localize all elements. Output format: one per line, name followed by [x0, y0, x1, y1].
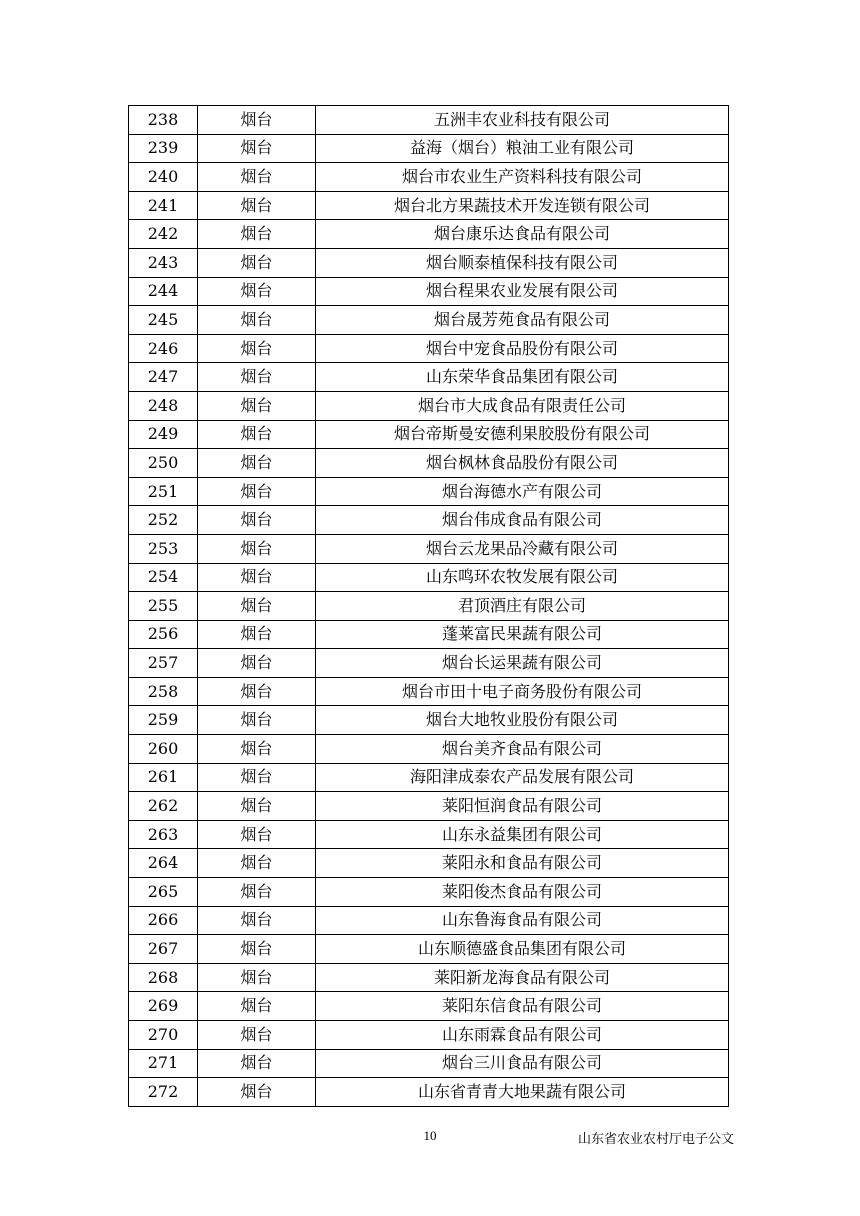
company-name-cell: 蓬莱富民果蔬有限公司 [316, 620, 729, 649]
row-number-cell: 263 [129, 820, 198, 849]
company-name-cell: 烟台美齐食品有限公司 [316, 735, 729, 764]
city-cell: 烟台 [198, 620, 316, 649]
city-cell: 烟台 [198, 706, 316, 735]
company-name-cell: 烟台程果农业发展有限公司 [316, 277, 729, 306]
company-name-cell: 烟台枫林食品股份有限公司 [316, 449, 729, 478]
row-number-cell: 262 [129, 792, 198, 821]
page-number: 10 [423, 1128, 437, 1143]
city-cell: 烟台 [198, 306, 316, 335]
city-cell: 烟台 [198, 391, 316, 420]
city-cell: 烟台 [198, 992, 316, 1021]
city-cell: 烟台 [198, 506, 316, 535]
row-number-cell: 260 [129, 735, 198, 764]
table-row [129, 363, 729, 392]
company-name-cell: 烟台市农业生产资料科技有限公司 [316, 163, 729, 192]
city-cell: 烟台 [198, 163, 316, 192]
row-number-cell: 266 [129, 906, 198, 935]
table-row [129, 649, 729, 678]
row-number-cell: 246 [129, 334, 198, 363]
row-number-cell: 241 [129, 191, 198, 220]
company-name-cell: 山东雨霖食品有限公司 [316, 1021, 729, 1050]
table-row [129, 735, 729, 764]
row-number-cell: 249 [129, 420, 198, 449]
table-row [129, 620, 729, 649]
row-number-cell: 267 [129, 935, 198, 964]
row-number-cell: 247 [129, 363, 198, 392]
city-cell: 烟台 [198, 1021, 316, 1050]
row-number-cell: 239 [129, 134, 198, 163]
table-row [129, 106, 729, 135]
city-cell: 烟台 [198, 735, 316, 764]
city-cell: 烟台 [198, 849, 316, 878]
city-cell: 烟台 [198, 592, 316, 621]
table-row [129, 563, 729, 592]
table-row [129, 1049, 729, 1078]
table-row [129, 992, 729, 1021]
city-cell: 烟台 [198, 1078, 316, 1107]
table-row [129, 391, 729, 420]
row-number-cell: 259 [129, 706, 198, 735]
row-number-cell: 248 [129, 391, 198, 420]
city-cell: 烟台 [198, 477, 316, 506]
city-cell: 烟台 [198, 191, 316, 220]
company-name-cell: 山东永益集团有限公司 [316, 820, 729, 849]
row-number-cell: 264 [129, 849, 198, 878]
table-row [129, 277, 729, 306]
company-name-cell: 烟台北方果蔬技术开发连锁有限公司 [316, 191, 729, 220]
company-name-cell: 烟台市田十电子商务股份有限公司 [316, 677, 729, 706]
table-row [129, 420, 729, 449]
company-name-cell: 烟台海德水产有限公司 [316, 477, 729, 506]
city-cell: 烟台 [198, 363, 316, 392]
table-row [129, 878, 729, 907]
table-row [129, 220, 729, 249]
company-name-cell: 五洲丰农业科技有限公司 [316, 106, 729, 135]
city-cell: 烟台 [198, 935, 316, 964]
table-row [129, 334, 729, 363]
row-number-cell: 251 [129, 477, 198, 506]
company-name-cell: 莱阳永和食品有限公司 [316, 849, 729, 878]
company-name-cell: 烟台顺泰植保科技有限公司 [316, 248, 729, 277]
row-number-cell: 255 [129, 592, 198, 621]
city-cell: 烟台 [198, 563, 316, 592]
table-body [129, 106, 729, 1107]
table-row [129, 592, 729, 621]
table-row [129, 248, 729, 277]
company-name-cell: 海阳津成泰农产品发展有限公司 [316, 763, 729, 792]
row-number-cell: 238 [129, 106, 198, 135]
city-cell: 烟台 [198, 248, 316, 277]
company-name-cell: 烟台伟成食品有限公司 [316, 506, 729, 535]
row-number-cell: 250 [129, 449, 198, 478]
company-name-cell: 烟台云龙果品冷藏有限公司 [316, 534, 729, 563]
city-cell: 烟台 [198, 449, 316, 478]
table-row [129, 677, 729, 706]
row-number-cell: 244 [129, 277, 198, 306]
company-name-cell: 山东荣华食品集团有限公司 [316, 363, 729, 392]
city-cell: 烟台 [198, 792, 316, 821]
city-cell: 烟台 [198, 963, 316, 992]
company-name-cell: 益海（烟台）粮油工业有限公司 [316, 134, 729, 163]
table-row [129, 792, 729, 821]
table-row [129, 1078, 729, 1107]
city-cell: 烟台 [198, 534, 316, 563]
company-name-cell: 山东顺德盛食品集团有限公司 [316, 935, 729, 964]
row-number-cell: 245 [129, 306, 198, 335]
city-cell: 烟台 [198, 134, 316, 163]
row-number-cell: 268 [129, 963, 198, 992]
company-name-cell: 莱阳恒润食品有限公司 [316, 792, 729, 821]
document-source-label: 山东省农业农村厅电子公文 [577, 1132, 734, 1147]
city-cell: 烟台 [198, 106, 316, 135]
row-number-cell: 256 [129, 620, 198, 649]
table-row [129, 506, 729, 535]
city-cell: 烟台 [198, 677, 316, 706]
city-cell: 烟台 [198, 420, 316, 449]
table-row [129, 134, 729, 163]
row-number-cell: 270 [129, 1021, 198, 1050]
table-row [129, 849, 729, 878]
table-row [129, 963, 729, 992]
city-cell: 烟台 [198, 277, 316, 306]
city-cell: 烟台 [198, 649, 316, 678]
table-row [129, 1021, 729, 1050]
table-row [129, 935, 729, 964]
company-name-cell: 烟台帝斯曼安德利果胶股份有限公司 [316, 420, 729, 449]
row-number-cell: 253 [129, 534, 198, 563]
company-name-cell: 莱阳东信食品有限公司 [316, 992, 729, 1021]
row-number-cell: 242 [129, 220, 198, 249]
company-name-cell: 烟台康乐达食品有限公司 [316, 220, 729, 249]
row-number-cell: 243 [129, 248, 198, 277]
row-number-cell: 258 [129, 677, 198, 706]
row-number-cell: 254 [129, 563, 198, 592]
table-row [129, 534, 729, 563]
city-cell: 烟台 [198, 820, 316, 849]
city-cell: 烟台 [198, 334, 316, 363]
company-name-cell: 烟台三川食品有限公司 [316, 1049, 729, 1078]
city-cell: 烟台 [198, 763, 316, 792]
company-name-cell: 莱阳新龙海食品有限公司 [316, 963, 729, 992]
company-name-cell: 君顶酒庄有限公司 [316, 592, 729, 621]
table-row [129, 706, 729, 735]
table-row [129, 191, 729, 220]
company-name-cell: 山东鲁海食品有限公司 [316, 906, 729, 935]
table-row [129, 906, 729, 935]
table-row [129, 163, 729, 192]
company-list-table [128, 105, 729, 1107]
company-name-cell: 烟台市大成食品有限责任公司 [316, 391, 729, 420]
company-name-cell: 烟台晟芳苑食品有限公司 [316, 306, 729, 335]
city-cell: 烟台 [198, 1049, 316, 1078]
row-number-cell: 269 [129, 992, 198, 1021]
table-row [129, 763, 729, 792]
row-number-cell: 240 [129, 163, 198, 192]
row-number-cell: 252 [129, 506, 198, 535]
table-row [129, 449, 729, 478]
row-number-cell: 261 [129, 763, 198, 792]
table-row [129, 820, 729, 849]
company-name-cell: 山东省青青大地果蔬有限公司 [316, 1078, 729, 1107]
row-number-cell: 272 [129, 1078, 198, 1107]
company-name-cell: 烟台长运果蔬有限公司 [316, 649, 729, 678]
company-name-cell: 莱阳俊杰食品有限公司 [316, 878, 729, 907]
company-name-cell: 山东鸣环农牧发展有限公司 [316, 563, 729, 592]
row-number-cell: 257 [129, 649, 198, 678]
city-cell: 烟台 [198, 220, 316, 249]
row-number-cell: 265 [129, 878, 198, 907]
table-row [129, 477, 729, 506]
table-row [129, 306, 729, 335]
company-name-cell: 烟台中宠食品股份有限公司 [316, 334, 729, 363]
city-cell: 烟台 [198, 878, 316, 907]
row-number-cell: 271 [129, 1049, 198, 1078]
company-name-cell: 烟台大地牧业股份有限公司 [316, 706, 729, 735]
city-cell: 烟台 [198, 906, 316, 935]
